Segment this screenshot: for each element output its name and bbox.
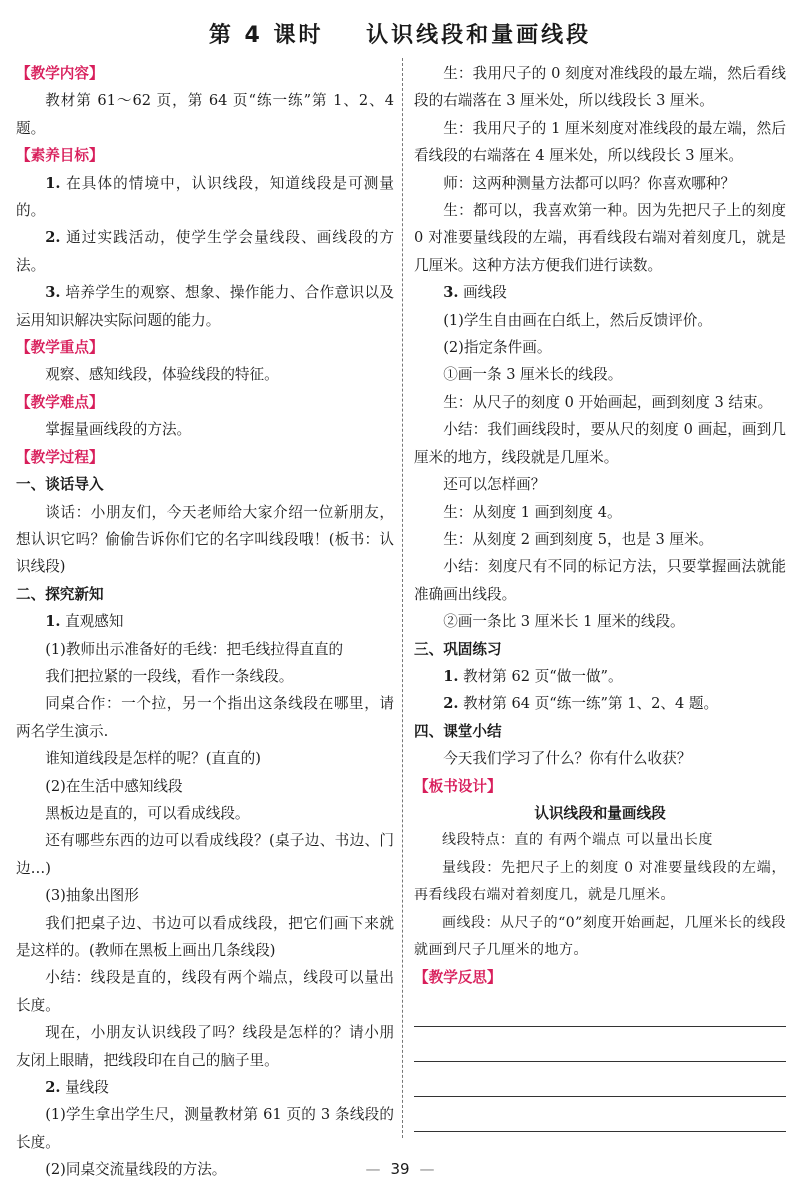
paragraph: 现在，小朋友认识线段了吗？线段是怎样的？请小朋友闭上眼睛，把线段印在自己的脑子里。	[16, 1024, 394, 1069]
board-title: 认识线段和量画线段	[534, 804, 666, 822]
page-title: 第 4 课时 认识线段和量画线段	[208, 23, 592, 48]
paragraph: (1)学生拿出学生尺，测量教材第 61 页的 3 条线段的长度。	[16, 1106, 394, 1151]
paragraph: ①画一条 3 厘米长的线段。	[443, 366, 623, 384]
difficulty-tag: 【教学难点】	[16, 393, 104, 411]
section-2-heading: 二、探究新知	[16, 585, 104, 603]
content-text: 教材第 61～62 页，第 64 页“练一练”第 1、2、4 题。	[16, 92, 394, 137]
sub-heading-3: 3. 画线段	[443, 284, 507, 302]
paragraph: (2)在生活中感知线段	[45, 777, 183, 795]
board-line-2: 量线段：先把尺子上的刻度 0 对准要量线段的左端，再看线段右端对着刻度几，就是几厘米。	[414, 859, 786, 904]
board-line-1: 线段特点：直的 有两个端点 可以量出长度	[442, 832, 713, 849]
goal-3: 3. 培养学生的观察、想象、操作能力、合作意识以及运用知识解决实际问题的能力。	[16, 284, 394, 329]
paragraph: (2)指定条件画。	[443, 339, 552, 357]
content-tag: 【教学内容】	[16, 65, 104, 82]
paragraph: 黑板边是直的，可以看成线段。	[45, 804, 250, 822]
board-design-tag: 【板书设计】	[414, 777, 502, 795]
difficulty-text: 掌握量画线段的方法。	[45, 421, 192, 439]
paragraph: 谁知道线段是怎样的呢？(直直的)	[45, 750, 261, 768]
page-number-dash: —	[419, 1160, 435, 1178]
paragraph: 我们把桌子边、书边可以看成线段，把它们画下来就是这样的。(教师在黑板上画出几条线段)	[16, 914, 394, 959]
paragraph: (1)教师出示准备好的毛线：把毛线拉得直直的	[45, 640, 344, 658]
paragraph: 生：我用尺子的 1 厘米刻度对准线段的最左端，然后看线段的右端落在 4 厘米处，所以线段长 3 厘米。	[414, 119, 786, 165]
paragraph: (3)抽象出图形	[45, 887, 139, 905]
paragraph: 还有哪些东西的边可以看成线段？(桌子边、书边、门边…)	[16, 832, 394, 877]
page-number: — 39 —	[365, 1160, 435, 1178]
right-column	[414, 60, 786, 1132]
exercise-2: 2. 教材第 64 页“练一练”第 1、2、4 题。	[443, 695, 719, 713]
paragraph: 师：这两种测量方法都可以吗？你喜欢哪种？	[443, 174, 736, 192]
paragraph: 同桌合作：一个拉，另一个指出这条线段在哪里，请两名学生演示.	[16, 695, 394, 740]
left-column	[16, 60, 394, 1184]
key-point-text: 观察、感知线段，体验线段的特征。	[45, 366, 279, 384]
paragraph: 小结：线段是直的，线段有两个端点，线段可以量出长度。	[16, 969, 394, 1014]
paragraph: 我们把拉紧的一段线，看作一条线段。	[45, 667, 294, 685]
sub-heading-1: 1. 直观感知	[45, 613, 124, 631]
writing-line	[414, 1062, 786, 1097]
paragraph: 生：从尺子的刻度 0 开始画起，画到刻度 3 结束。	[443, 393, 773, 411]
paragraph: 生：都可以，我喜欢第一种。因为先把尺子上的刻度 0 对准要量线段的左端，再看线段右端对着刻度几，就是几厘米。这种方法方便我们进行读数。	[414, 202, 786, 274]
exercise-1: 1. 教材第 62 页“做一做”。	[443, 667, 623, 685]
paragraph: 生：从刻度 1 画到刻度 4。	[443, 503, 622, 521]
writing-line	[414, 1027, 786, 1062]
paragraph: 小结：我们画线段时，要从尺的刻度 0 画起，画到几厘米的地方，线段就是几厘米。	[414, 421, 786, 466]
writing-line	[414, 992, 786, 1027]
reflection-tag: 【教学反思】	[414, 969, 502, 987]
page-number-dash: —	[365, 1160, 381, 1178]
sub-heading-2: 2. 量线段	[45, 1079, 109, 1097]
section-4-heading: 四、课堂小结	[414, 722, 502, 740]
paragraph: 生：我用尺子的 0 刻度对准线段的最左端，然后看线段的右端落在 3 厘米处，所以线段长 3 厘米。	[414, 65, 786, 110]
writing-line	[414, 1097, 786, 1132]
summary-text: 今天我们学习了什么？你有什么收获？	[443, 750, 692, 768]
section-1-heading: 一、谈话导入	[16, 476, 104, 494]
key-point-tag: 【教学重点】	[16, 339, 104, 357]
paragraph: ②画一条比 3 厘米长 1 厘米的线段。	[443, 613, 685, 631]
goals-tag: 【素养目标】	[16, 147, 104, 165]
column-divider	[402, 58, 403, 1138]
goal-1: 1. 在具体的情境中，认识线段，知道线段是可测量的。	[16, 174, 394, 220]
section-3-heading: 三、巩固练习	[414, 640, 502, 658]
paragraph: 还可以怎样画？	[443, 476, 546, 494]
paragraph: (2)同桌交流量线段的方法。	[45, 1161, 227, 1179]
goal-2: 2. 通过实践活动，使学生学会量线段、画线段的方法。	[16, 229, 394, 274]
paragraph: 生：从刻度 2 画到刻度 5，也是 3 厘米。	[443, 530, 714, 548]
board-line-3: 画线段：从尺子的“0”刻度开始画起，几厘米长的线段就画到尺子几厘米的地方。	[414, 914, 786, 958]
paragraph: (1)学生自由画在白纸上，然后反馈评价。	[443, 311, 712, 329]
intro-talk: 谈话：小朋友们，今天老师给大家介绍一位新朋友，想认识它吗？偷偷告诉你们它的名字叫线段哦！(板书：认识线段)	[16, 503, 394, 576]
paragraph: 小结：刻度尺有不同的标记方法，只要掌握画法就能准确画出线段。	[414, 558, 786, 603]
process-tag: 【教学过程】	[16, 448, 104, 466]
